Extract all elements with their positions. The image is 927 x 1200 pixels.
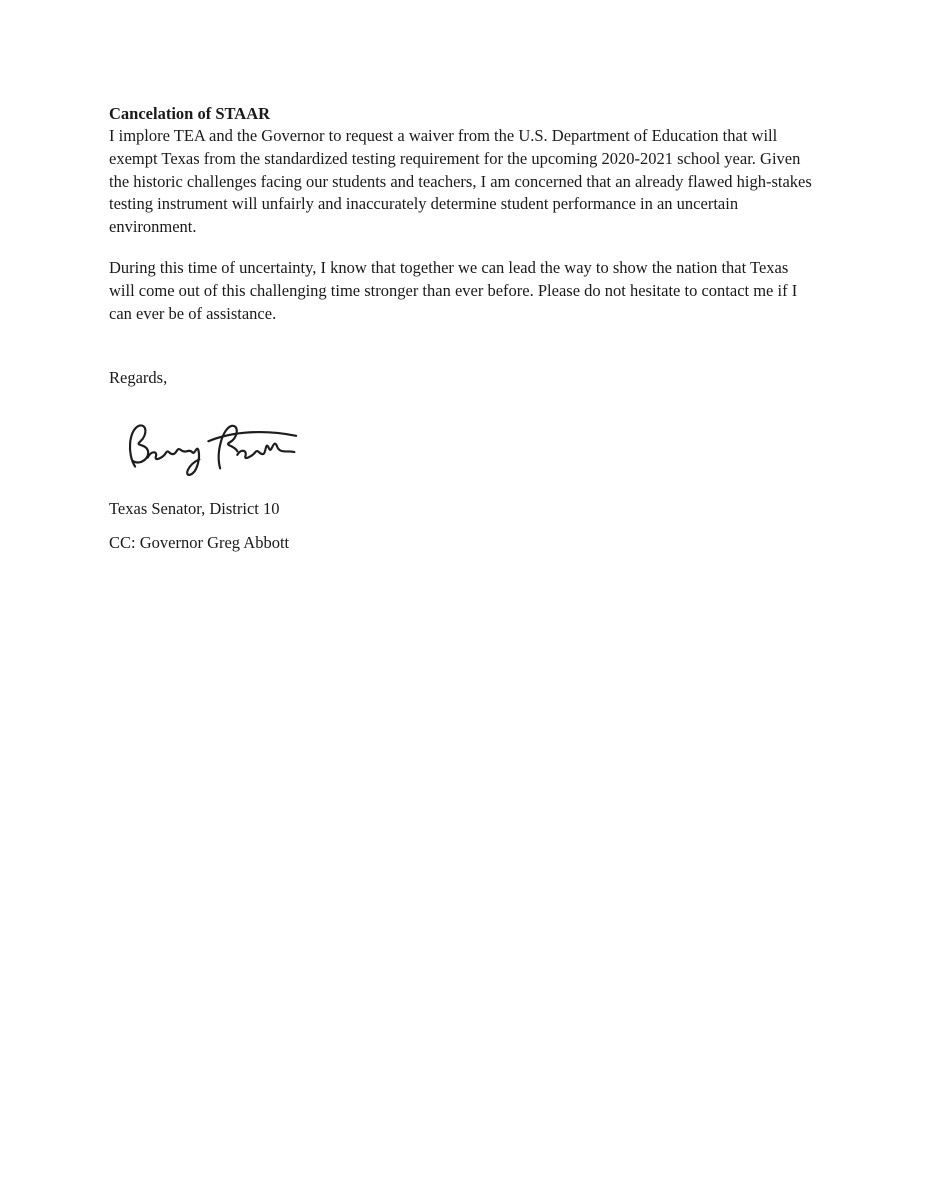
closing-line: Regards, [109,368,168,388]
letter-paragraph-2: During this time of uncertainty, I know that together we can lead the way to show the nation that Texas will come out of this challenging time stronger than ever before. Please do not hesitate to contact me if I can ever be of assistance. [109,258,798,323]
signature-strokes [117,412,307,484]
letter-heading: Cancelation of STAAR [109,104,271,123]
letter-paragraph-1: I implore TEA and the Governor to request a waiver from the U.S. Department of Education that will exempt Texas from the standardized testing requirement for the upcoming 2020-2021 school year. Given the historic challenges facing our students and teachers, I am concerned that an already flawed high-stakes testing instrument will unfairly and inaccurately determine student performance in an uncertain environment. [109,126,812,236]
signer-title: Texas Senator, District 10 [109,498,280,518]
cc-line: CC: Governor Greg Abbott [109,533,290,553]
handwritten-signature [117,412,307,484]
